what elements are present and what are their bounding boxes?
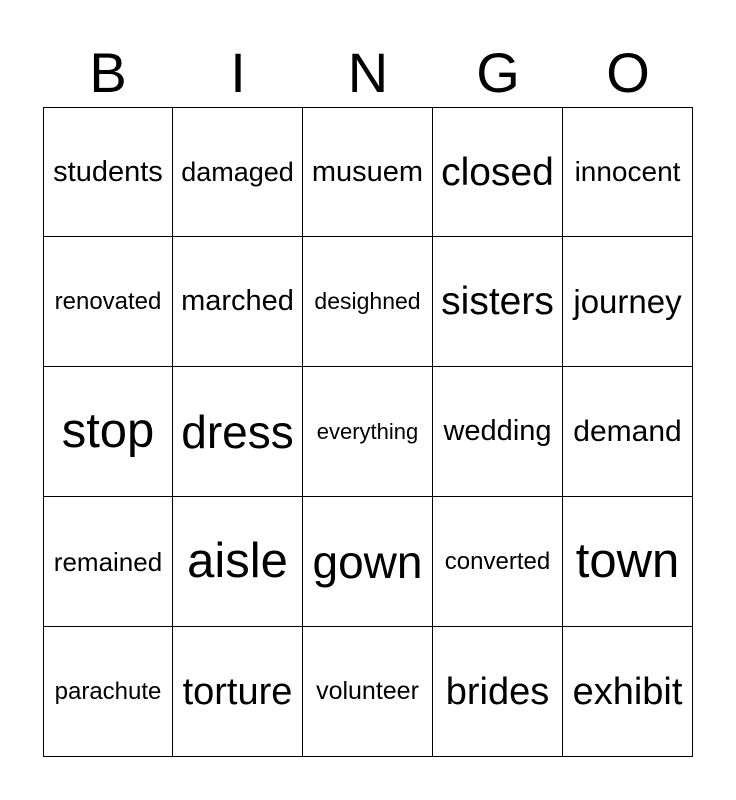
bingo-cell: everything (303, 367, 433, 497)
bingo-cell: innocent (563, 107, 693, 237)
bingo-cell: musuem (303, 107, 433, 237)
bingo-cell: renovated (43, 237, 173, 367)
bingo-header (43, 38, 693, 108)
bingo-cell: converted (433, 497, 563, 627)
bingo-cell: town (563, 497, 693, 627)
bingo-cell: parachute (43, 627, 173, 757)
bingo-cell: desighned (303, 237, 433, 367)
bingo-cell: students (43, 107, 173, 237)
header-letter-b: B (89, 41, 127, 104)
bingo-cell: aisle (173, 497, 303, 627)
bingo-cell: remained (43, 497, 173, 627)
bingo-cell: marched (173, 237, 303, 367)
bingo-board (43, 107, 693, 757)
bingo-cell: torture (173, 627, 303, 757)
bingo-cell: wedding (433, 367, 563, 497)
bingo-cell: brides (433, 627, 563, 757)
bingo-cell: sisters (433, 237, 563, 367)
bingo-cell: volunteer (303, 627, 433, 757)
bingo-cell: demand (563, 367, 693, 497)
header-letter-g: G (476, 41, 520, 104)
bingo-cell: damaged (173, 107, 303, 237)
bingo-cell: journey (563, 237, 693, 367)
bingo-cell: dress (173, 367, 303, 497)
header-letter-n: N (347, 41, 389, 104)
header-letter-o: O (606, 41, 650, 104)
bingo-cell: gown (303, 497, 433, 627)
bingo-cell: stop (43, 367, 173, 497)
bingo-cell: closed (433, 107, 563, 237)
header-letter-i: I (230, 41, 246, 104)
bingo-cell: exhibit (563, 627, 693, 757)
